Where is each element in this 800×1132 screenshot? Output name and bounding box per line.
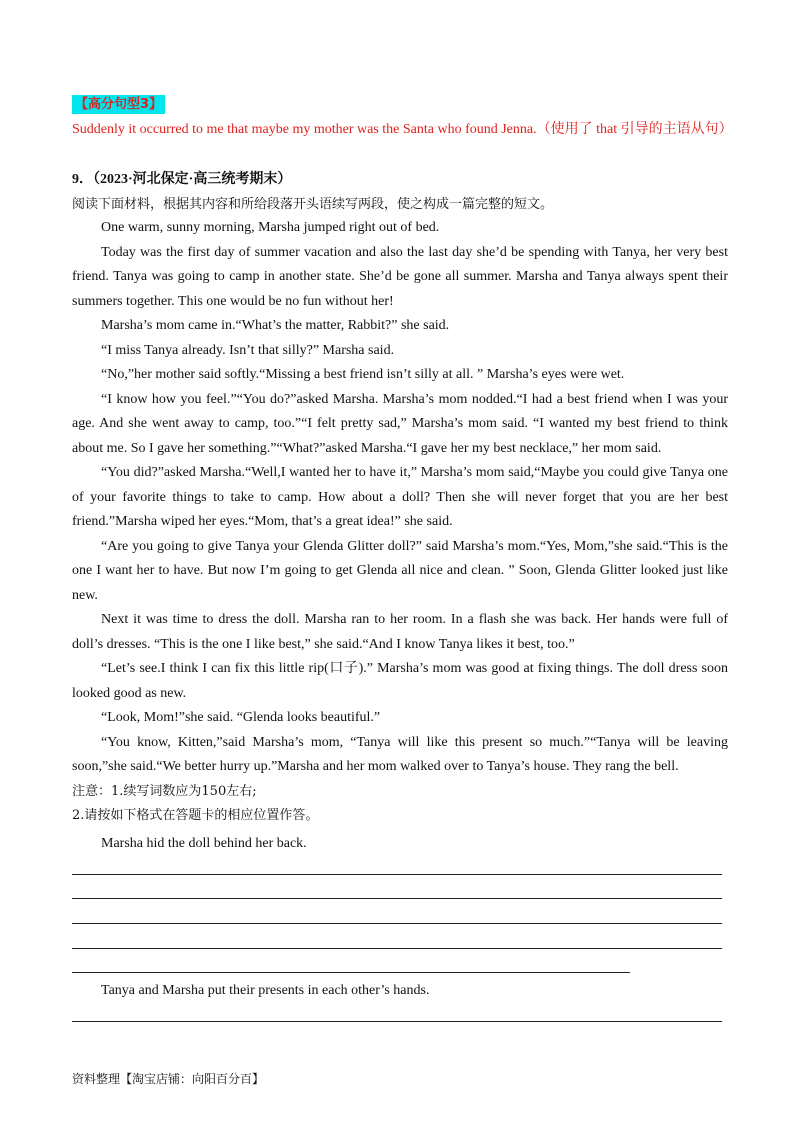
answer-line[interactable] xyxy=(72,948,722,949)
answer-line[interactable] xyxy=(72,874,722,875)
passage-paragraph: Next it was time to dress the doll. Marsha ran to her room. In a flash she was back. Her hands were full of doll’s dresses. “This is the one I like best,” she said.“And I know Tanya likes it best, too.” xyxy=(72,612,728,652)
passage-paragraph: “I know how you feel.”“You do?”asked Marsha. Marsha’s mom nodded.“I had a best friend when I was your age. And she went away to camp, too.”“I felt pretty sad,” Marsha’s mom said. “I wanted my best friend to think about me. So I gave her something.”“What?”asked Marsha.“I gave her my best necklace,” her mom said. xyxy=(72,391,728,456)
continuation-cue-2: Tanya and Marsha put their presents in each other’s hands. xyxy=(101,983,430,998)
question-instruction: 阅读下面材料，根据其内容和所给段落开头语续写两段，使之构成一篇完整的短文。 xyxy=(72,197,554,212)
answer-line[interactable] xyxy=(72,972,630,973)
passage-paragraph: “Let’s see.I think I can fix this little rip(口子).” Marsha’s mom was good at fixing things. The doll dress soon looked good as new. xyxy=(72,661,728,701)
section-tag: 【高分句型3】 xyxy=(72,95,165,114)
passage xyxy=(72,216,728,829)
footer-source: 资料整理【淘宝店铺：向阳百分百】 xyxy=(72,1072,265,1086)
passage-paragraph: “I miss Tanya already. Isn’t that silly?” Marsha said. xyxy=(101,342,395,358)
passage-paragraph: Today was the first day of summer vacation and also the last day she’d be spending with Tanya, her very best friend. Tanya was going to camp in another state. She’d be gone all summer. Marsha and Tanya always spent their summers together. This one would be no fun without her! xyxy=(72,244,728,309)
answer-line[interactable] xyxy=(72,898,722,899)
question-header xyxy=(72,170,291,190)
passage-paragraph: “Are you going to give Tanya your Glenda Glitter doll?” said Marsha’s mom.“Yes, Mom,”she said.“This is the one I want her to have. But now I’m going to get Glenda all nice and clean. ” Soon, Glenda Glitter looked just like new. xyxy=(72,538,728,603)
note-line: 注意：1.续写词数应为150左右; xyxy=(72,783,257,799)
continuation-cue-1: Marsha hid the doll behind her back. xyxy=(101,836,307,851)
question-number: 9． xyxy=(72,172,93,187)
passage-paragraph: “Look, Mom!”she said. “Glenda looks beautiful.” xyxy=(101,710,381,725)
passage-paragraph: “You did?”asked Marsha.“Well,I wanted her to have it,” Marsha’s mom said,“Maybe you could give Tanya one of your favorite things to take to camp. How about a doll? Then she will never forget that you are her best friend.”Marsha wiped her eyes.“Mom, that’s a great idea!” she said. xyxy=(72,465,728,529)
passage-paragraph: Marsha’s mom came in.“What’s the matter, Rabbit?” she said. xyxy=(101,318,450,333)
answer-line[interactable] xyxy=(72,923,722,924)
highlight-sentence: Suddenly it occurred to me that maybe my mother was the Santa who found Jenna.（使用了 that 引导的主语从句） xyxy=(72,122,733,137)
question-source: （2023·河北保定·高三统考期末） xyxy=(93,172,292,187)
passage-paragraph: “No,”her mother said softly.“Missing a best friend isn’t silly at all. ” Marsha’s eyes were wet. xyxy=(101,367,625,382)
answer-line[interactable] xyxy=(72,1021,722,1022)
passage-paragraph: One warm, sunny morning, Marsha jumped right out of bed. xyxy=(101,220,440,235)
passage-paragraph: “You know, Kitten,”said Marsha’s mom, “Tanya will like this present so much.”“Tanya will be leaving soon,”she said.“We better hurry up.”Marsha and her mom walked over to Tanya’s house. They rang the bell. xyxy=(72,734,728,774)
note-line: 2.请按如下格式在答题卡的相应位置作答。 xyxy=(72,808,319,823)
